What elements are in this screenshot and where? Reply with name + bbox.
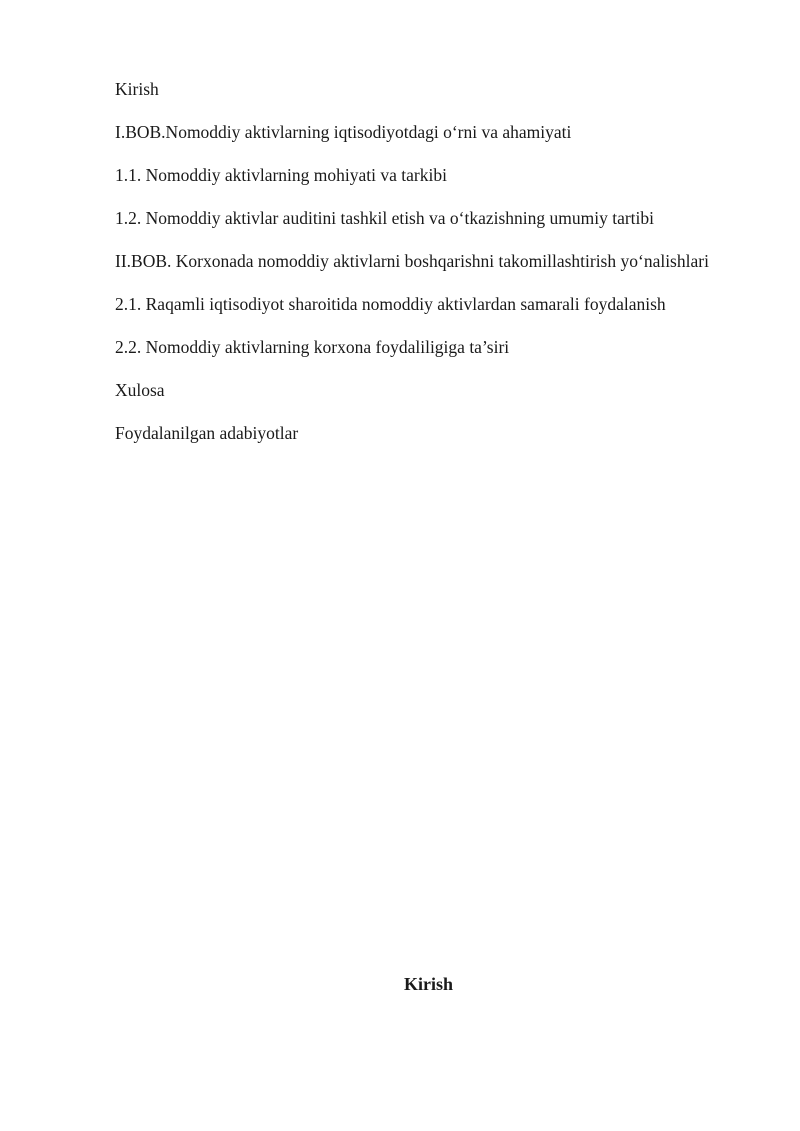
toc-item-chapter-1: I.BOB.Nomoddiy aktivlarning iqtisodiyotdagi o‘rni va ahamiyati xyxy=(115,122,572,142)
toc-item-conclusion: Xulosa xyxy=(115,380,165,400)
toc-item-section-2-2: 2.2. Nomoddiy aktivlarning korxona foydaliligiga ta’siri xyxy=(115,337,510,357)
section-heading-introduction: Kirish xyxy=(403,974,453,994)
toc-item-chapter-2: II.BOB. Korxonada nomoddiy aktivlarni boshqarishni takomillashtirish yo‘nalishlari xyxy=(115,251,709,271)
toc-item-section-1-2: 1.2. Nomoddiy aktivlar auditini tashkil etish va o‘tkazishning umumiy tartibi xyxy=(115,208,655,228)
toc-item-section-1-1: 1.1. Nomoddiy aktivlarning mohiyati va tarkibi xyxy=(115,165,447,185)
toc-item-references: Foydalanilgan adabiyotlar xyxy=(115,423,299,443)
table-of-contents xyxy=(115,75,743,462)
toc-item-introduction: Kirish xyxy=(115,79,159,99)
toc-item-section-2-1: 2.1. Raqamli iqtisodiyot sharoitida nomoddiy aktivlardan samarali foydalanish xyxy=(115,294,666,314)
